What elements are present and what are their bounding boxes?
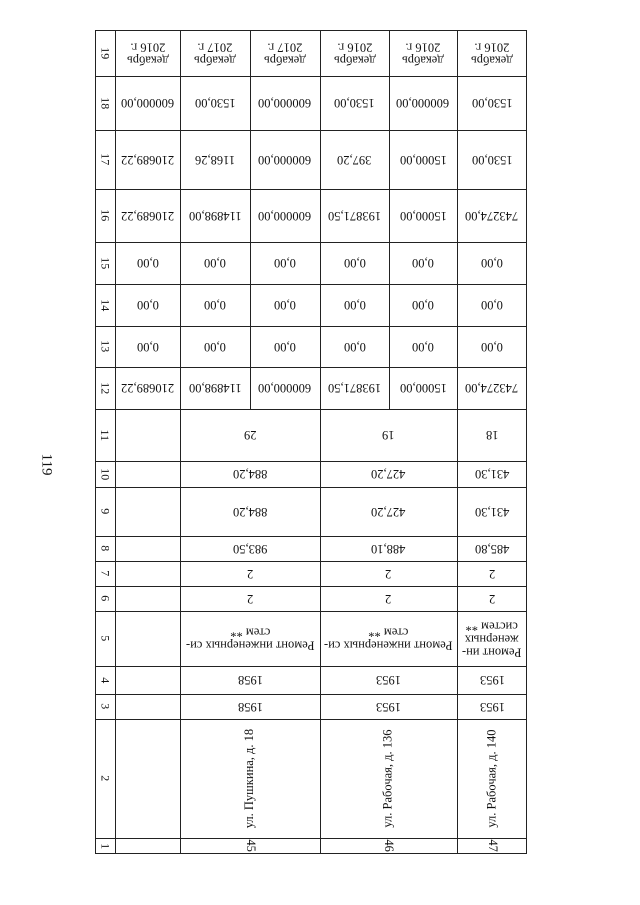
column-header-17-text: 17 bbox=[98, 153, 113, 166]
row-45-c11-text: 29 bbox=[243, 428, 257, 443]
row-45-c15-1-text: 0,00 bbox=[204, 256, 226, 271]
row-45-address bbox=[180, 719, 320, 838]
row-45-c15-2-text: 0,00 bbox=[274, 256, 296, 271]
row-blank-c4 bbox=[115, 666, 180, 694]
row-46-c15-1-text: 0,00 bbox=[343, 256, 366, 271]
column-header-3 bbox=[95, 694, 115, 719]
row-46-c3 bbox=[320, 694, 457, 719]
row-blank-c11 bbox=[115, 409, 180, 461]
row-blank-c7 bbox=[115, 561, 180, 586]
row-47-c8-text: 485,80 bbox=[474, 542, 510, 557]
row-46-c19-2 bbox=[389, 30, 457, 76]
column-header-1 bbox=[95, 838, 115, 854]
row-blank-c5 bbox=[115, 611, 180, 666]
row-blank-c16-text: 210689,22 bbox=[120, 209, 175, 224]
row-45-c12-1-text: 114898,00 bbox=[188, 381, 242, 396]
column-header-12-text: 12 bbox=[98, 382, 113, 394]
row-blank-c13-text: 0,00 bbox=[136, 340, 159, 355]
row-47-c4 bbox=[457, 666, 527, 694]
row-46-c6-text: 2 bbox=[385, 592, 392, 607]
row-47-c11-text: 18 bbox=[485, 428, 499, 443]
column-header-13-text: 13 bbox=[98, 340, 113, 353]
row-47-c9 bbox=[457, 487, 527, 536]
column-header-19 bbox=[95, 30, 115, 76]
row-45-c5 bbox=[180, 611, 320, 666]
row-45-c3-text: 1958 bbox=[237, 700, 263, 715]
column-header-11 bbox=[95, 409, 115, 461]
row-47-num-text: 47 bbox=[485, 839, 500, 853]
row-46-c19-2-text: декабрь 2016 г. bbox=[402, 40, 444, 68]
row-46-c7 bbox=[320, 561, 457, 586]
row-46-c17-1 bbox=[320, 130, 389, 189]
row-46-c18-1-text: 1530,00 bbox=[334, 96, 375, 111]
row-45-c7-text: 2 bbox=[246, 567, 254, 582]
row-45-c14-2 bbox=[250, 284, 320, 326]
row-45-c18-1-text: 1530,00 bbox=[194, 96, 236, 111]
row-46-c15-1 bbox=[320, 242, 389, 284]
column-header-18 bbox=[95, 76, 115, 130]
row-blank-c14 bbox=[115, 284, 180, 326]
row-47-c7-text: 2 bbox=[488, 567, 496, 582]
column-header-2-text: 2 bbox=[98, 775, 113, 782]
column-header-6-text: 6 bbox=[98, 595, 113, 602]
row-blank-c9 bbox=[115, 487, 180, 536]
row-blank-c15 bbox=[115, 242, 180, 284]
row-45-c18-2-text: 600000,00 bbox=[258, 96, 312, 111]
row-46-c11-text: 19 bbox=[382, 428, 395, 443]
row-46-c13-2-text: 0,00 bbox=[412, 340, 434, 355]
column-header-4 bbox=[95, 666, 115, 694]
row-46-c14-1-text: 0,00 bbox=[343, 298, 366, 313]
row-45-c4-text: 1958 bbox=[237, 673, 263, 688]
row-46-c10 bbox=[320, 461, 457, 487]
row-45-c16-1-text: 114898,00 bbox=[188, 209, 242, 224]
row-46-c5 bbox=[320, 611, 457, 666]
column-header-5 bbox=[95, 611, 115, 666]
row-45-c12-1 bbox=[180, 367, 250, 409]
column-header-16 bbox=[95, 189, 115, 242]
row-47-c3 bbox=[457, 694, 527, 719]
row-46-c8-text: 488,10 bbox=[371, 542, 406, 557]
row-46-c18-2-text: 600000,00 bbox=[396, 96, 450, 111]
row-blank-c17-text: 210689,22 bbox=[120, 153, 175, 168]
row-45-c17-1-text: 1168,26 bbox=[194, 153, 236, 168]
row-46-c4-text: 1953 bbox=[376, 673, 401, 688]
row-blank-num bbox=[115, 838, 180, 854]
row-45-c15-1 bbox=[180, 242, 250, 284]
row-46-c15-2 bbox=[389, 242, 457, 284]
row-46-c14-2-text: 0,00 bbox=[412, 298, 434, 313]
column-header-14-text: 14 bbox=[98, 299, 113, 311]
row-45-c12-2-text: 600000,00 bbox=[258, 381, 312, 396]
row-46-address-text: ул. Рабочая, д. 136 bbox=[380, 729, 395, 828]
row-45-c16-1 bbox=[180, 189, 250, 242]
row-47-num bbox=[457, 838, 527, 854]
row-47-c18-text: 1530,00 bbox=[471, 96, 513, 111]
row-47-c11 bbox=[457, 409, 527, 461]
row-47-c5 bbox=[457, 611, 527, 666]
row-47-address-text: ул. Рабочая, д. 140 bbox=[484, 729, 499, 828]
row-45-c10 bbox=[180, 461, 320, 487]
row-45-c19-2 bbox=[250, 30, 320, 76]
column-header-11-text: 11 bbox=[98, 429, 113, 441]
row-blank-c14-text: 0,00 bbox=[136, 298, 159, 313]
row-blank-c8 bbox=[115, 536, 180, 561]
row-47-c4-text: 1953 bbox=[479, 673, 505, 688]
row-45-c5-text: Ремонт инженерных си- стем ** bbox=[185, 625, 315, 653]
row-47-c6 bbox=[457, 586, 527, 611]
column-header-10 bbox=[95, 461, 115, 487]
row-45-c19-1-text: декабрь 2017 г. bbox=[194, 40, 236, 68]
column-header-14 bbox=[95, 284, 115, 326]
row-46-c16-2-text: 15000,00 bbox=[399, 209, 447, 224]
row-45-c6 bbox=[180, 586, 320, 611]
row-46-c13-1 bbox=[320, 326, 389, 367]
column-header-2 bbox=[95, 719, 115, 838]
row-45-c15-2 bbox=[250, 242, 320, 284]
row-46-c3-text: 1953 bbox=[376, 700, 401, 715]
row-47-c3-text: 1953 bbox=[479, 700, 505, 715]
column-header-15 bbox=[95, 242, 115, 284]
column-header-15-text: 15 bbox=[98, 257, 113, 269]
row-blank-c16 bbox=[115, 189, 180, 242]
row-46-c19-1-text: декабрь 2016 г. bbox=[333, 40, 376, 68]
row-46-c16-2 bbox=[389, 189, 457, 242]
row-45-c12-2 bbox=[250, 367, 320, 409]
row-blank-c17 bbox=[115, 130, 180, 189]
column-header-5-text: 5 bbox=[98, 635, 113, 642]
column-header-19-text: 19 bbox=[98, 47, 113, 59]
row-blank-c12-text: 210689,22 bbox=[120, 381, 175, 396]
row-46-c10-text: 427,20 bbox=[371, 467, 406, 482]
data-table bbox=[95, 30, 527, 854]
row-47-c19 bbox=[457, 30, 527, 76]
column-header-16-text: 16 bbox=[98, 209, 113, 222]
row-45-c14-1 bbox=[180, 284, 250, 326]
row-47-address bbox=[457, 719, 527, 838]
row-blank-address bbox=[115, 719, 180, 838]
row-blank-c19-text: декабрь 2016 г. bbox=[126, 40, 169, 68]
column-header-6 bbox=[95, 586, 115, 611]
column-header-3-text: 3 bbox=[98, 703, 113, 710]
row-blank-c10 bbox=[115, 461, 180, 487]
column-header-8 bbox=[95, 536, 115, 561]
row-46-c14-2 bbox=[389, 284, 457, 326]
row-45-num-text: 45 bbox=[243, 839, 258, 853]
column-header-9-text: 9 bbox=[98, 508, 113, 515]
row-47-c14 bbox=[457, 284, 527, 326]
row-47-c16 bbox=[457, 189, 527, 242]
row-47-c18 bbox=[457, 76, 527, 130]
row-45-num bbox=[180, 838, 320, 854]
row-46-c16-1 bbox=[320, 189, 389, 242]
row-46-c15-2-text: 0,00 bbox=[412, 256, 434, 271]
row-blank-c6 bbox=[115, 586, 180, 611]
row-46-c9-text: 427,20 bbox=[371, 505, 406, 520]
row-blank-c15-text: 0,00 bbox=[136, 256, 159, 271]
row-46-c19-1 bbox=[320, 30, 389, 76]
row-46-c14-1 bbox=[320, 284, 389, 326]
row-47-c16-text: 743274,00 bbox=[465, 209, 519, 224]
column-header-12 bbox=[95, 367, 115, 409]
row-blank-c13 bbox=[115, 326, 180, 367]
row-46-c9 bbox=[320, 487, 457, 536]
row-45-c14-2-text: 0,00 bbox=[274, 298, 296, 313]
row-45-address-text: ул. Пушкина, д. 18 bbox=[242, 728, 257, 829]
row-46-c12-2-text: 15000,00 bbox=[399, 381, 447, 396]
column-header-1-text: 1 bbox=[98, 843, 113, 849]
row-47-c7 bbox=[457, 561, 527, 586]
row-46-c13-1-text: 0,00 bbox=[343, 340, 366, 355]
row-45-c18-2 bbox=[250, 76, 320, 130]
row-blank-c18 bbox=[115, 76, 180, 130]
row-46-c11 bbox=[320, 409, 457, 461]
row-45-c10-text: 884,20 bbox=[232, 467, 268, 482]
row-46-c12-2 bbox=[389, 367, 457, 409]
row-blank-c3 bbox=[115, 694, 180, 719]
row-46-c16-1-text: 193871,50 bbox=[327, 209, 382, 224]
row-45-c17-2 bbox=[250, 130, 320, 189]
row-45-c9 bbox=[180, 487, 320, 536]
row-47-c9-text: 431,30 bbox=[474, 505, 510, 520]
row-47-c15-text: 0,00 bbox=[481, 256, 503, 271]
row-blank-c18-text: 600000,00 bbox=[120, 96, 175, 111]
row-45-c18-1 bbox=[180, 76, 250, 130]
row-blank-c12 bbox=[115, 367, 180, 409]
row-47-c8 bbox=[457, 536, 527, 561]
row-46-c17-1-text: 397,20 bbox=[337, 153, 372, 168]
row-47-c17-text: 1530,00 bbox=[471, 153, 513, 168]
column-header-10-text: 10 bbox=[98, 468, 113, 480]
row-46-c12-1 bbox=[320, 367, 389, 409]
row-46-num bbox=[320, 838, 457, 854]
row-47-c13-text: 0,00 bbox=[481, 340, 503, 355]
row-45-c8-text: 983,50 bbox=[232, 542, 268, 557]
row-47-c10 bbox=[457, 461, 527, 487]
column-header-9 bbox=[95, 487, 115, 536]
row-47-c12-text: 743274,00 bbox=[465, 381, 519, 396]
row-45-c13-2-text: 0,00 bbox=[274, 340, 296, 355]
row-46-c17-2 bbox=[389, 130, 457, 189]
row-45-c7 bbox=[180, 561, 320, 586]
row-47-c10-text: 431,30 bbox=[474, 467, 510, 482]
row-47-c12 bbox=[457, 367, 527, 409]
row-47-c17 bbox=[457, 130, 527, 189]
row-45-c4 bbox=[180, 666, 320, 694]
row-45-c9-text: 884,20 bbox=[232, 505, 268, 520]
column-header-13 bbox=[95, 326, 115, 367]
row-45-c17-2-text: 600000,00 bbox=[258, 153, 312, 168]
row-45-c13-1 bbox=[180, 326, 250, 367]
row-47-c5-text: Ремонт ин- женерных систем ** bbox=[462, 618, 522, 660]
row-46-c13-2 bbox=[389, 326, 457, 367]
column-header-17 bbox=[95, 130, 115, 189]
row-47-c19-text: декабрь 2016 г. bbox=[471, 40, 513, 68]
row-46-c6 bbox=[320, 586, 457, 611]
page-number: 119 bbox=[38, 453, 55, 475]
row-45-c14-1-text: 0,00 bbox=[204, 298, 226, 313]
row-blank-c19 bbox=[115, 30, 180, 76]
row-46-num-text: 46 bbox=[382, 839, 397, 853]
column-header-18-text: 18 bbox=[98, 97, 113, 109]
row-46-address bbox=[320, 719, 457, 838]
row-45-c19-1 bbox=[180, 30, 250, 76]
row-45-c13-1-text: 0,00 bbox=[204, 340, 226, 355]
row-45-c19-2-text: декабрь 2017 г. bbox=[264, 40, 306, 68]
row-45-c6-text: 2 bbox=[246, 592, 254, 607]
row-46-c4 bbox=[320, 666, 457, 694]
row-47-c15 bbox=[457, 242, 527, 284]
row-45-c13-2 bbox=[250, 326, 320, 367]
column-header-7 bbox=[95, 561, 115, 586]
row-46-c12-1-text: 193871,50 bbox=[327, 381, 382, 396]
column-header-7-text: 7 bbox=[98, 570, 113, 577]
row-46-c17-2-text: 15000,00 bbox=[399, 153, 447, 168]
row-46-c7-text: 2 bbox=[385, 567, 392, 582]
row-45-c16-2-text: 600000,00 bbox=[258, 209, 312, 224]
row-45-c17-1 bbox=[180, 130, 250, 189]
row-47-c14-text: 0,00 bbox=[481, 298, 503, 313]
row-45-c11 bbox=[180, 409, 320, 461]
row-45-c16-2 bbox=[250, 189, 320, 242]
column-header-8-text: 8 bbox=[98, 545, 113, 552]
row-46-c18-2 bbox=[389, 76, 457, 130]
row-47-c6-text: 2 bbox=[488, 592, 496, 607]
column-header-4-text: 4 bbox=[98, 677, 113, 683]
row-45-c3 bbox=[180, 694, 320, 719]
row-46-c8 bbox=[320, 536, 457, 561]
row-46-c5-text: Ремонт инженерных си- стем ** bbox=[324, 625, 453, 653]
row-46-c18-1 bbox=[320, 76, 389, 130]
row-45-c8 bbox=[180, 536, 320, 561]
row-47-c13 bbox=[457, 326, 527, 367]
